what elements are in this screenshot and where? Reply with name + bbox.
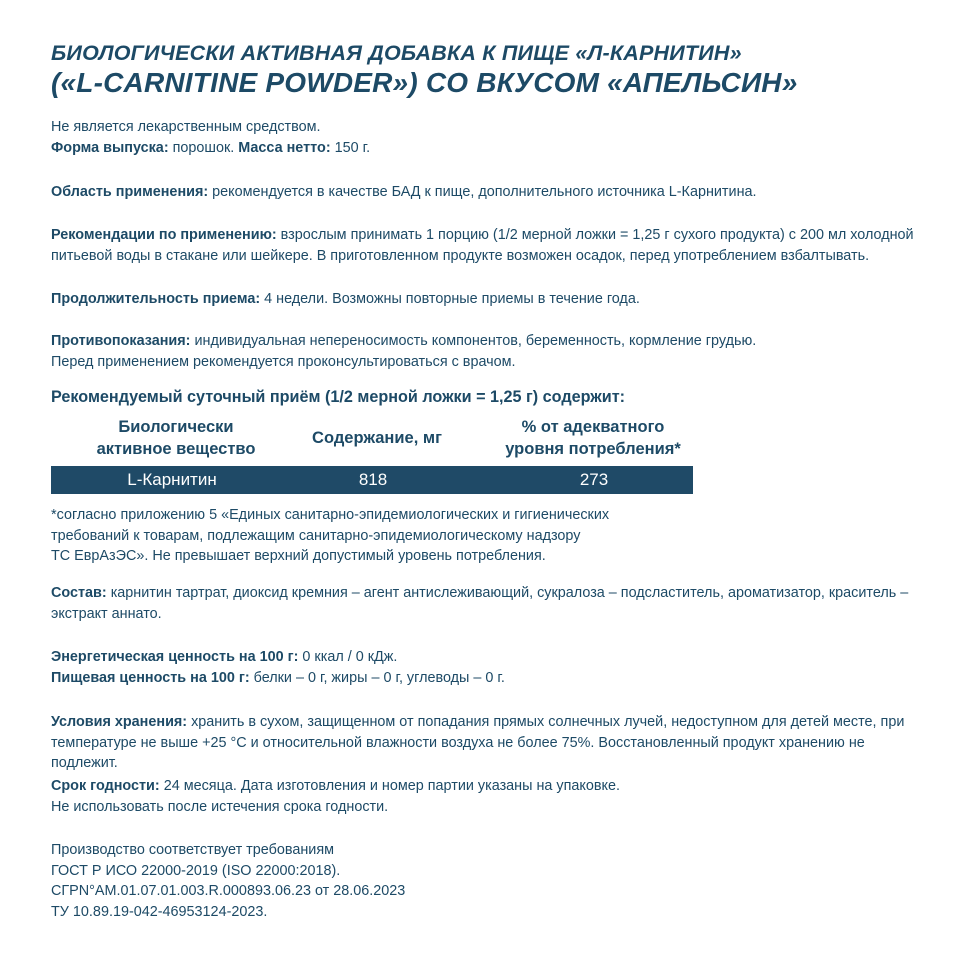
energy-value: 0 ккал / 0 кДж. xyxy=(302,649,398,665)
form-line xyxy=(51,138,921,159)
duration-value: 4 недели. Возможны повторные приемы в течение года. xyxy=(264,291,640,307)
production-line-2: ГОСТ Р ИСО 22000-2019 (ISO 22000:2018). xyxy=(51,862,341,879)
production-line-4: ТУ 10.89.19-042-46953124-2023. xyxy=(51,903,268,920)
header-percent-line-1: % от адекватного xyxy=(521,418,665,436)
mass-label: Масса нетто: xyxy=(238,139,331,156)
energy-label: Энергетическая ценность на 100 г: xyxy=(51,649,299,665)
header-substance-line-2: активное вещество xyxy=(96,440,256,458)
shelf-life-label: Срок годности: xyxy=(51,778,160,794)
info-block-form xyxy=(51,117,921,158)
contraindications-label: Противопоказания: xyxy=(51,333,191,349)
shelf-life-block xyxy=(51,776,921,817)
expiry-note: Не использовать после истечения срока годности. xyxy=(51,798,389,815)
production-line-1: Производство соответствует требованиям xyxy=(51,842,335,858)
application-block xyxy=(51,182,921,203)
footnote-line-3: ТС ЕврАзЭС». Не превышает верхний допустимый уровень потребления. xyxy=(51,548,546,564)
consult-doctor-note: Перед применением рекомендуется проконсультироваться с врачом. xyxy=(51,353,516,370)
storage-value: хранить в сухом, защищенном от попадания прямых солнечных лучей, недоступном для детей месте, при температуре не выше +25 °С и относительной влажности воздуха не более 75%. Восстановленный продукт хранению не подлежит. xyxy=(51,714,905,771)
mass-value: 150 г. xyxy=(334,139,371,156)
recommendations-label: Рекомендации по применению: xyxy=(51,227,277,243)
recommendations-block xyxy=(51,225,921,266)
contraindications-line xyxy=(51,331,921,352)
title-line-1: БИОЛОГИЧЕСКИ АКТИВНАЯ ДОБАВКА К ПИЩЕ «Л-КАРНИТИН» xyxy=(51,41,742,65)
nutrition-block xyxy=(51,647,921,688)
table-title: Рекомендуемый суточный приём (1/2 мерной ложки = 1,25 г) содержит: xyxy=(51,388,626,406)
header-substance xyxy=(51,416,301,460)
production-line-3: СГРN°AM.01.07.01.003.R.000893.06.23 от 28.06.2023 xyxy=(51,883,406,899)
duration-block xyxy=(51,289,921,310)
footnote-line-1: *согласно приложению 5 «Единых санитарно-эпидемиологических и гигиенических xyxy=(51,507,610,523)
composition-block xyxy=(51,583,921,624)
storage-block xyxy=(51,712,921,774)
nutrition-line xyxy=(51,668,921,689)
composition-value: карнитин тартрат, диоксид кремния – агент антислеживающий, сукралоза – подсластитель, ароматизатор, краситель – экстракт аннато. xyxy=(51,585,909,622)
application-label: Область применения: xyxy=(51,184,209,200)
not-medicine-note: Не является лекарственным средством. xyxy=(51,119,321,135)
table-row xyxy=(51,466,693,494)
header-percent xyxy=(478,416,708,460)
composition-label: Состав: xyxy=(51,585,107,601)
product-title xyxy=(51,40,931,100)
form-value: порошок. xyxy=(172,139,235,156)
cell-substance: L-Карнитин xyxy=(127,470,217,489)
shelf-life-line xyxy=(51,776,921,797)
header-substance-line-1: Биологически xyxy=(118,418,234,436)
duration-label: Продолжительность приема: xyxy=(51,291,261,307)
cell-percent: 273 xyxy=(579,470,609,489)
title-line-2: («L-CARNITINE POWDER») СО ВКУСОМ «АПЕЛЬСИН» xyxy=(51,67,798,98)
nutrition-label: Пищевая ценность на 100 г: xyxy=(51,669,250,686)
nutrition-value: белки – 0 г, жиры – 0 г, углеводы – 0 г. xyxy=(253,669,505,686)
footnote-block xyxy=(51,505,921,567)
energy-line xyxy=(51,647,921,668)
application-value: рекомендуется в качестве БАД к пище, дополнительного источника L-Карнитина. xyxy=(212,184,757,200)
storage-label: Условия хранения: xyxy=(51,714,188,730)
recommendations-value: взрослым принимать 1 порцию (1/2 мерной ложки = 1,25 г сухого продукта) с 200 мл холодной питьевой воды в стакане или шейкере. В приготовленном продукте возможен осадок, перед употреблением взбалтывать. xyxy=(51,227,914,264)
contraindications-block xyxy=(51,331,921,372)
shelf-life-value: 24 месяца. Дата изготовления и номер партии указаны на упаковке. xyxy=(163,778,620,794)
header-content: Содержание, мг xyxy=(312,429,442,447)
production-block xyxy=(51,840,921,922)
header-percent-line-2: уровня потребления* xyxy=(505,440,681,458)
footnote-line-2: требований к товарам, подлежащим санитарно-эпидемиологическому надзору xyxy=(51,527,581,544)
cell-content: 818 xyxy=(358,470,388,489)
form-label: Форма выпуска: xyxy=(51,139,169,156)
contraindications-value: индивидуальная непереносимость компонентов, беременность, кормление грудью. xyxy=(194,333,757,349)
